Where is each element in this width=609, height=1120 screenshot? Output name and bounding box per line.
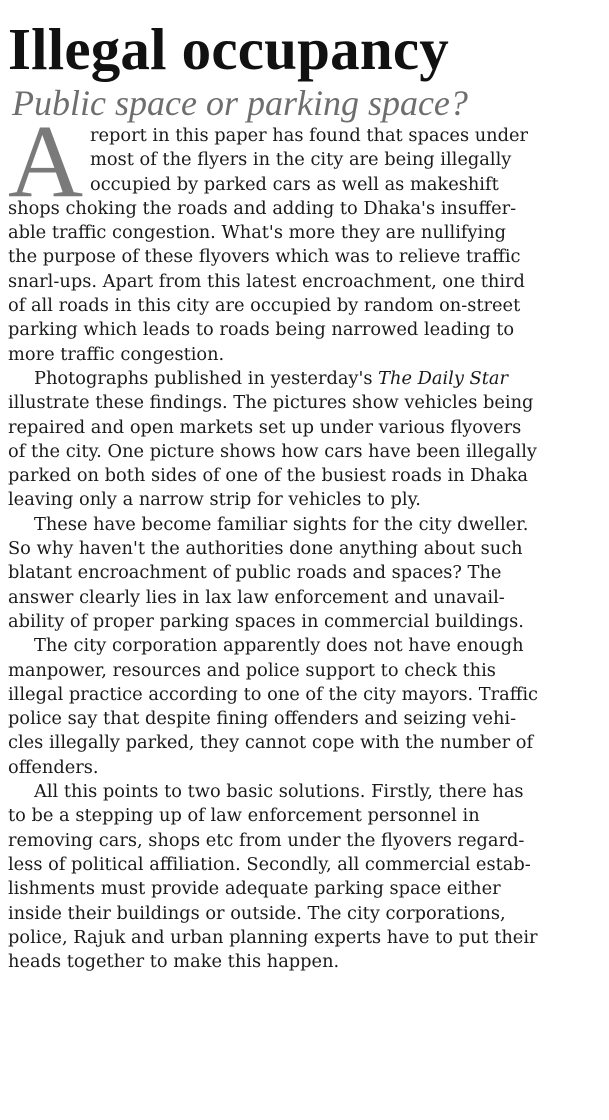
text-line: ability of proper parking spaces in commercial buildings. [8,610,524,632]
text-line: cles illegally parked, they cannot cope with the number of [8,732,534,754]
text-line: police say that despite fining offenders and seizing vehi- [8,708,517,730]
text-line: These have become familiar sights for the city dweller. [34,513,529,535]
drop-cap: A [8,104,84,219]
text-line: All this points to two basic solutions. Firstly, there has [34,781,524,803]
text-line: of all roads in this city are occupied by random on-street [8,295,521,317]
text-line: manpower, resources and police support to check this [8,659,496,681]
text-line: more traffic congestion. [8,343,225,365]
headline: Illegal occupancy [8,16,449,82]
text-line: police, Rajuk and urban planning experts have to put their [8,926,538,948]
text-line: to be a stepping up of law enforcement personnel in [8,805,480,827]
article-body [8,104,601,974]
text-line: occupied by parked cars as well as makeshift [90,173,499,195]
text-line: shops choking the roads and adding to Dhaka's insuffer- [8,197,517,219]
text-line: removing cars, shops etc from under the flyovers regard- [8,829,525,851]
text-line: illustrate these findings. The pictures show vehicles being [8,392,534,414]
paragraph-3 [8,513,601,634]
text-line: offenders. [8,756,99,778]
text-line: parking which leads to roads being narrowed leading to [8,319,515,341]
text-line: able traffic congestion. What's more they are nullifying [8,222,507,244]
text-line: snarl-ups. Apart from this latest encroachment, one third [8,270,525,292]
paragraph-2 [8,367,601,513]
paragraph-5 [8,780,601,974]
text-line: blatant encroachment of public roads and spaces? The [8,562,502,584]
text-line: lishments must provide adequate parking space either [8,878,501,900]
text-line: The city corporation apparently does not have enough [34,635,524,657]
paragraph-4 [8,634,601,780]
text-line: report in this paper has found that spaces under [90,125,529,146]
text-line: heads together to make this happen. [8,951,340,973]
text-line: repaired and open markets set up under various flyovers [8,416,522,438]
text-line: answer clearly lies in lax law enforcement and unavail- [8,586,505,608]
text-line: most of the flyers in the city are being illegally [90,149,512,171]
text-run: Photographs published in yesterday's [34,367,379,389]
text-line: less of political affiliation. Secondly, all commercial estab- [8,853,531,875]
text-line [8,367,601,391]
paragraph-1 [8,104,601,367]
text-line: inside their buildings or outside. The city corporations, [8,902,506,924]
text-line: leaving only a narrow strip for vehicles to ply. [8,489,421,511]
text-line: the purpose of these flyovers which was to relieve traffic [8,246,521,268]
text-line: parked on both sides of one of the busiest roads in Dhaka [8,465,528,487]
subhead: Public space or parking space? [12,83,468,123]
newspaper-name: The Daily Star [378,367,508,389]
text-line: So why haven't the authorities done anything about such [8,538,523,560]
text-line: illegal practice according to one of the city mayors. Traffic [8,683,539,705]
text-line: of the city. One picture shows how cars have been illegally [8,440,537,462]
